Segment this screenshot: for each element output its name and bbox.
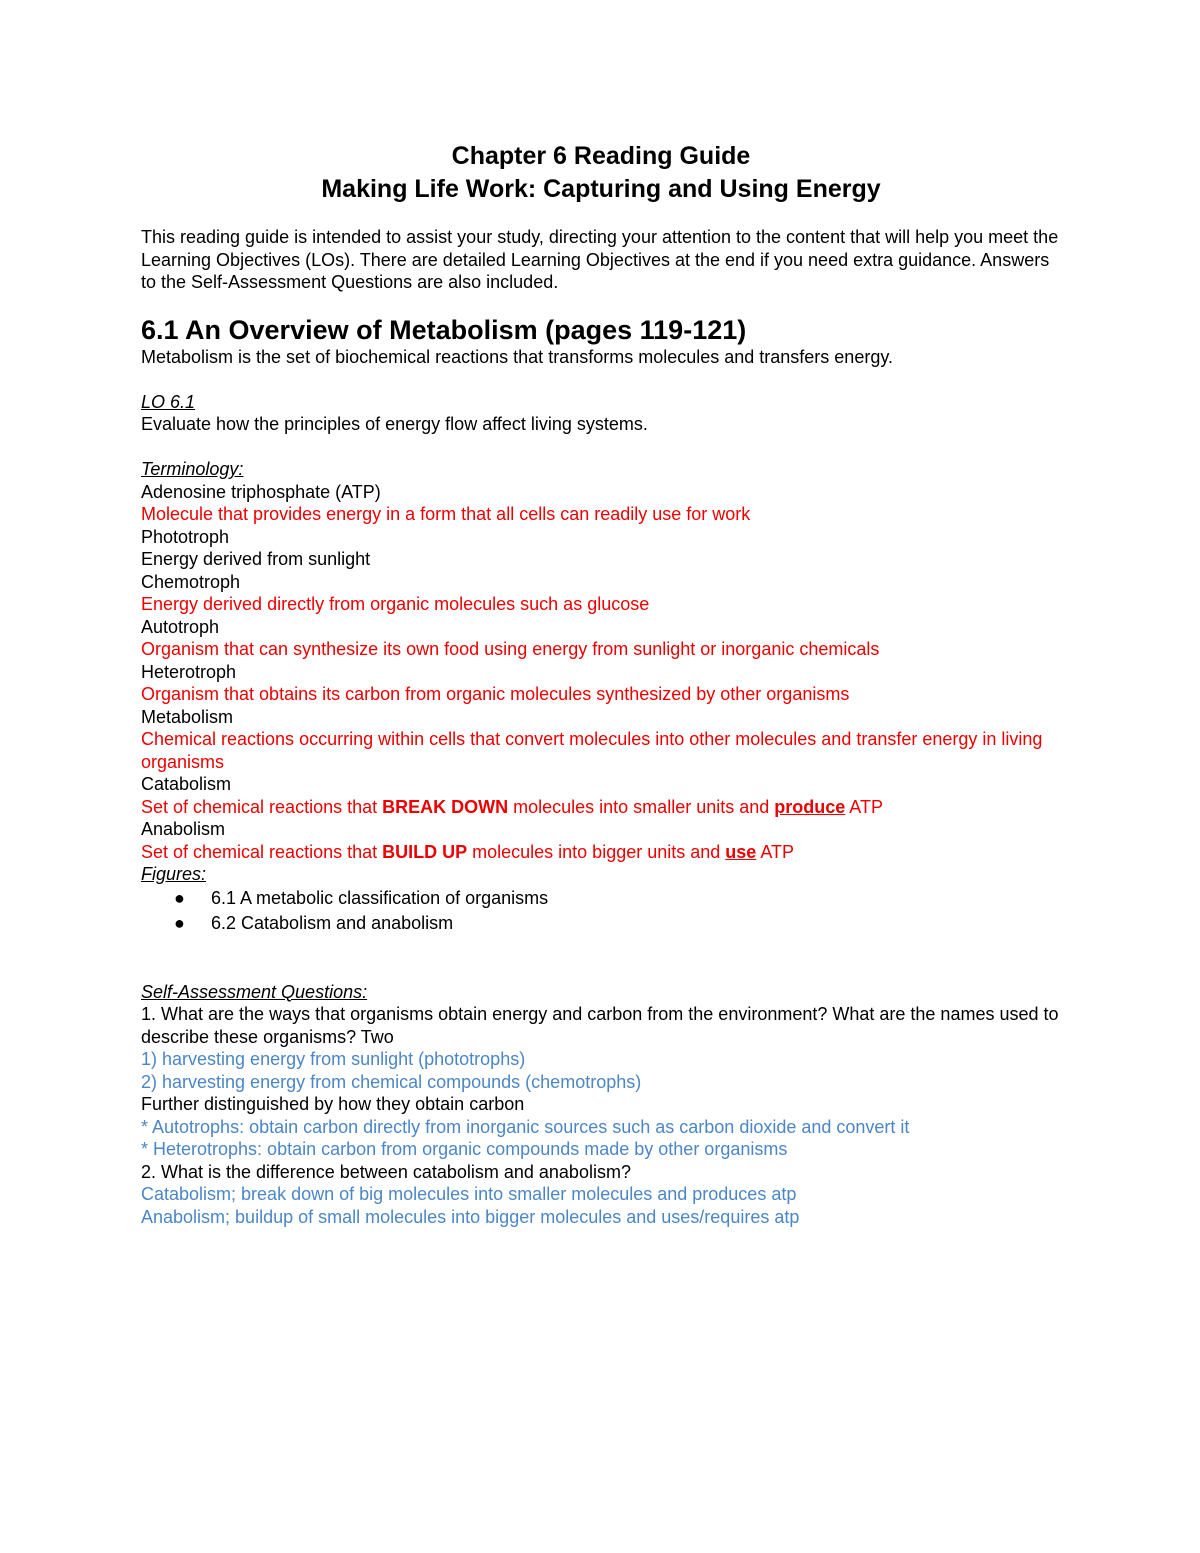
document-title [141,140,1061,206]
title-line-2: Making Life Work: Capturing and Using Energy [321,175,881,203]
section-heading: 6.1 An Overview of Metabolism (pages 119-121) [141,314,747,345]
self-assessment-label: Self-Assessment Questions: [141,981,368,1002]
answer-line: Catabolism; break down of big molecules into smaller molecules and produces atp [141,1184,797,1204]
question-1-followup: Further distinguished by how they obtain carbon [141,1094,525,1114]
intro-paragraph: This reading guide is intended to assist your study, directing your attention to the content that will help you meet the Learning Objectives (LOs). There are detailed Learning Objectives at the end if you need extra guidance. Answers to the Self-Assessment Questions are also included. [141,227,1059,292]
answer-line: * Autotrophs: obtain carbon directly from inorganic sources such as carbon dioxide and convert it [141,1116,910,1137]
term: Chemotroph [141,571,241,592]
term: Metabolism [141,706,234,727]
list-item: ● 6.1 A metabolic classification of organisms [141,886,1061,911]
answer-line: 1) harvesting energy from sunlight (phototrophs) [141,1049,526,1069]
answer-line: 2) harvesting energy from chemical compounds (chemotrophs) [141,1071,642,1092]
answer-line: * Heterotrophs: obtain carbon from organic compounds made by other organisms [141,1139,788,1159]
lo-label: LO 6.1 [141,391,196,412]
term: Autotroph [141,616,220,637]
term: Heterotroph [141,661,237,682]
figures-list [141,886,1061,936]
question-1: 1. What are the ways that organisms obtain energy and carbon from the environment? What are the names used to describe these organisms? Two [141,1004,1059,1047]
term-definition: Energy derived directly from organic molecules such as glucose [141,594,650,614]
term: Adenosine triphosphate (ATP) [141,481,381,502]
catabolism-definition: Set of chemical reactions that BREAK DOWN molecules into smaller units and produce ATP [141,796,883,817]
term-definition: Chemical reactions occurring within cells that convert molecules into other molecules and transfer energy in living organisms [141,729,1043,772]
term-definition: Energy derived from sunlight [141,549,371,569]
section-summary: Metabolism is the set of biochemical reactions that transforms molecules and transfers energy. [141,346,894,367]
term-catabolism: Catabolism [141,774,232,794]
title-line-1: Chapter 6 Reading Guide [451,142,751,170]
term-definition: Molecule that provides energy in a form that all cells can readily use for work [141,504,751,524]
anabolism-definition: Set of chemical reactions that BUILD UP molecules into bigger units and use ATP [141,841,794,862]
figures-label: Figures: [141,864,207,884]
term-definition: Organism that obtains its carbon from organic molecules synthesized by other organisms [141,684,850,704]
term-definition: Organism that can synthesize its own food using energy from sunlight or inorganic chemicals [141,639,880,659]
question-2: 2. What is the difference between catabolism and anabolism? [141,1161,631,1182]
term: Phototroph [141,526,230,547]
bullet-icon: ● [174,912,185,933]
document-page [141,140,1061,1228]
answer-line: Anabolism; buildup of small molecules into bigger molecules and uses/requires atp [141,1206,800,1227]
bullet-icon: ● [174,887,185,908]
terminology-label: Terminology: [141,459,244,479]
term-anabolism: Anabolism [141,819,226,839]
list-item: ● 6.2 Catabolism and anabolism [141,911,1061,936]
lo-text: Evaluate how the principles of energy flow affect living systems. [141,414,648,434]
